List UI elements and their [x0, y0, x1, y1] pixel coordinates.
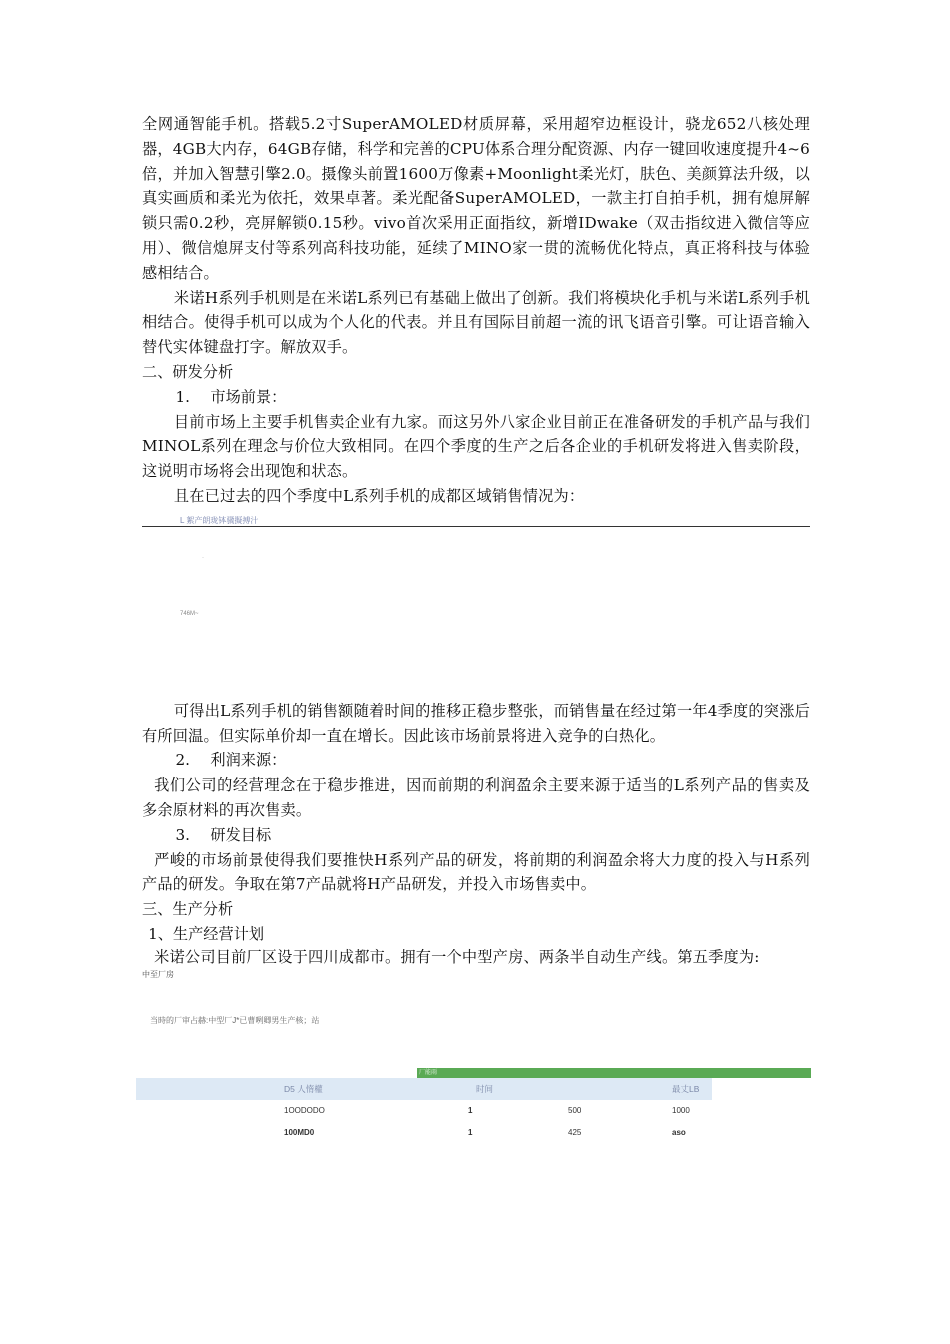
rd-goal-paragraph: 严峻的市场前景使得我们要推快H系列产品的研发，将前期的利润盈余将大力度的投入与H系列产品的研发。争取在第7产品就将H产品研发，并投入市场售卖中。: [142, 850, 810, 894]
table-cell: 1OODODO: [284, 1105, 325, 1115]
table-cell: 1: [468, 1105, 473, 1115]
item-1-heading: [142, 385, 810, 410]
production-plan-heading: 1、生产经营计划: [148, 924, 265, 943]
item-3-heading: [142, 823, 810, 848]
table-cell: 1: [468, 1127, 473, 1137]
item-2-heading: [142, 748, 810, 773]
table-green-header: [417, 1068, 811, 1078]
sales-intro-paragraph: 且在已过去的四个季度中L系列手机的成都区域销售情况为：: [173, 486, 585, 505]
figure-tick-label: 746M~: [180, 610, 199, 617]
item-3-number: 3.: [175, 825, 190, 844]
figure-rule: [142, 526, 810, 527]
table-cell: 500: [568, 1105, 582, 1115]
factory-label: 中至厂房: [142, 969, 174, 979]
section-2-title: 二、研发分析: [142, 362, 234, 381]
figure-caption: L 絮产朗珑钵骥擬搏汁: [180, 515, 259, 525]
production-paragraph: 米诺公司目前厂区设于四川成都市。拥有一个中型产房、两条半自动生产线。第五季度为:: [154, 947, 760, 966]
table-header-cell: D5 人惰權: [284, 1083, 323, 1094]
section-3-title: 三、生产分析: [142, 900, 234, 919]
figure-dot: ·: [202, 554, 204, 561]
sales-figure: [142, 515, 810, 699]
item-2-label: 利润来源：: [210, 751, 287, 770]
conclusion-paragraph: 可得出L系列手机的销售额随着时间的推移正稳步整张，而销售量在经过第一年4季度的突涨后有所回温。但实际单价却一直在增长。因此该市场前景将进入竞争的白热化。: [142, 701, 810, 745]
item-1-number: 1.: [175, 387, 190, 406]
item-3-label: 研发目标: [210, 825, 272, 844]
production-table: [136, 1078, 712, 1144]
table-green-label: 厂能雨: [419, 1069, 438, 1076]
market-paragraph: 目前市场上主要手机售卖企业有九家。而这另外八家企业目前正在准备研发的手机产品与我们MINOL系列在理念与价位大致相同。在四个季度的生产之后各企业的手机研发将进入售卖阶段，这说明市场将会出现饱和状态。: [142, 412, 810, 481]
table-row: [136, 1122, 712, 1144]
production-figure: [142, 967, 810, 1147]
table-cell: aso: [672, 1127, 686, 1137]
document-page: [142, 112, 810, 1147]
intro-paragraph: 全网通智能手机。搭载5.2寸SuperAMOLED材质屏幕，采用超窄边框设计，骁龙652八核处理器，4GB大内存，64GB存储，科学和完善的CPU体系合理分配资源、内存一键回收速度提升4~6倍，并加入智慧引擎2.0。摄像头前置1600万像素+Moonlight柔光灯，肤色、美颜算法升级，以真实画质和柔光为依托，效果卓著。柔光配备SuperAMOLED，一款主打自拍手机，拥有熄屏解锁只需0.2秒，亮屏解锁0.15秒。vivo首次采用正面指纹，新增IDwake（双击指纹进入微信等应用）、微信熄屏支付等系列高科技功能，延续了MINO家一贯的流畅优化特点，真正将科技与体验感相结合。: [142, 115, 810, 282]
profit-paragraph: 我们公司的经营理念在于稳步推进，因而前期的利润盈余主要来源于适当的L系列产品的售卖及多余原材料的再次售卖。: [142, 776, 810, 819]
table-cell: 1000: [672, 1105, 690, 1115]
table-header-cell: 最丈LB: [672, 1083, 700, 1094]
item-1-label: 市场前景：: [210, 387, 287, 406]
item-2-number: 2.: [175, 751, 190, 770]
table-cell: 100MD0: [284, 1127, 315, 1137]
table-header-row: [136, 1078, 712, 1100]
table-header-cell: 时间: [476, 1083, 494, 1094]
table-cell: 425: [568, 1127, 582, 1137]
table-row: [136, 1100, 712, 1122]
h-series-paragraph: 米诺H系列手机则是在米诺L系列已有基础上做出了创新。我们将模块化手机与米诺L系列手机相结合。使得手机可以成为个人化的代表。并且有国际目前超一流的讯飞语音引擎。可让语音输入替代实体键盘打字。解放双手。: [142, 288, 810, 357]
factory-note: 当時的厂审占赫:中型厂J*已曹咧卿男生产核；站: [150, 1015, 320, 1025]
